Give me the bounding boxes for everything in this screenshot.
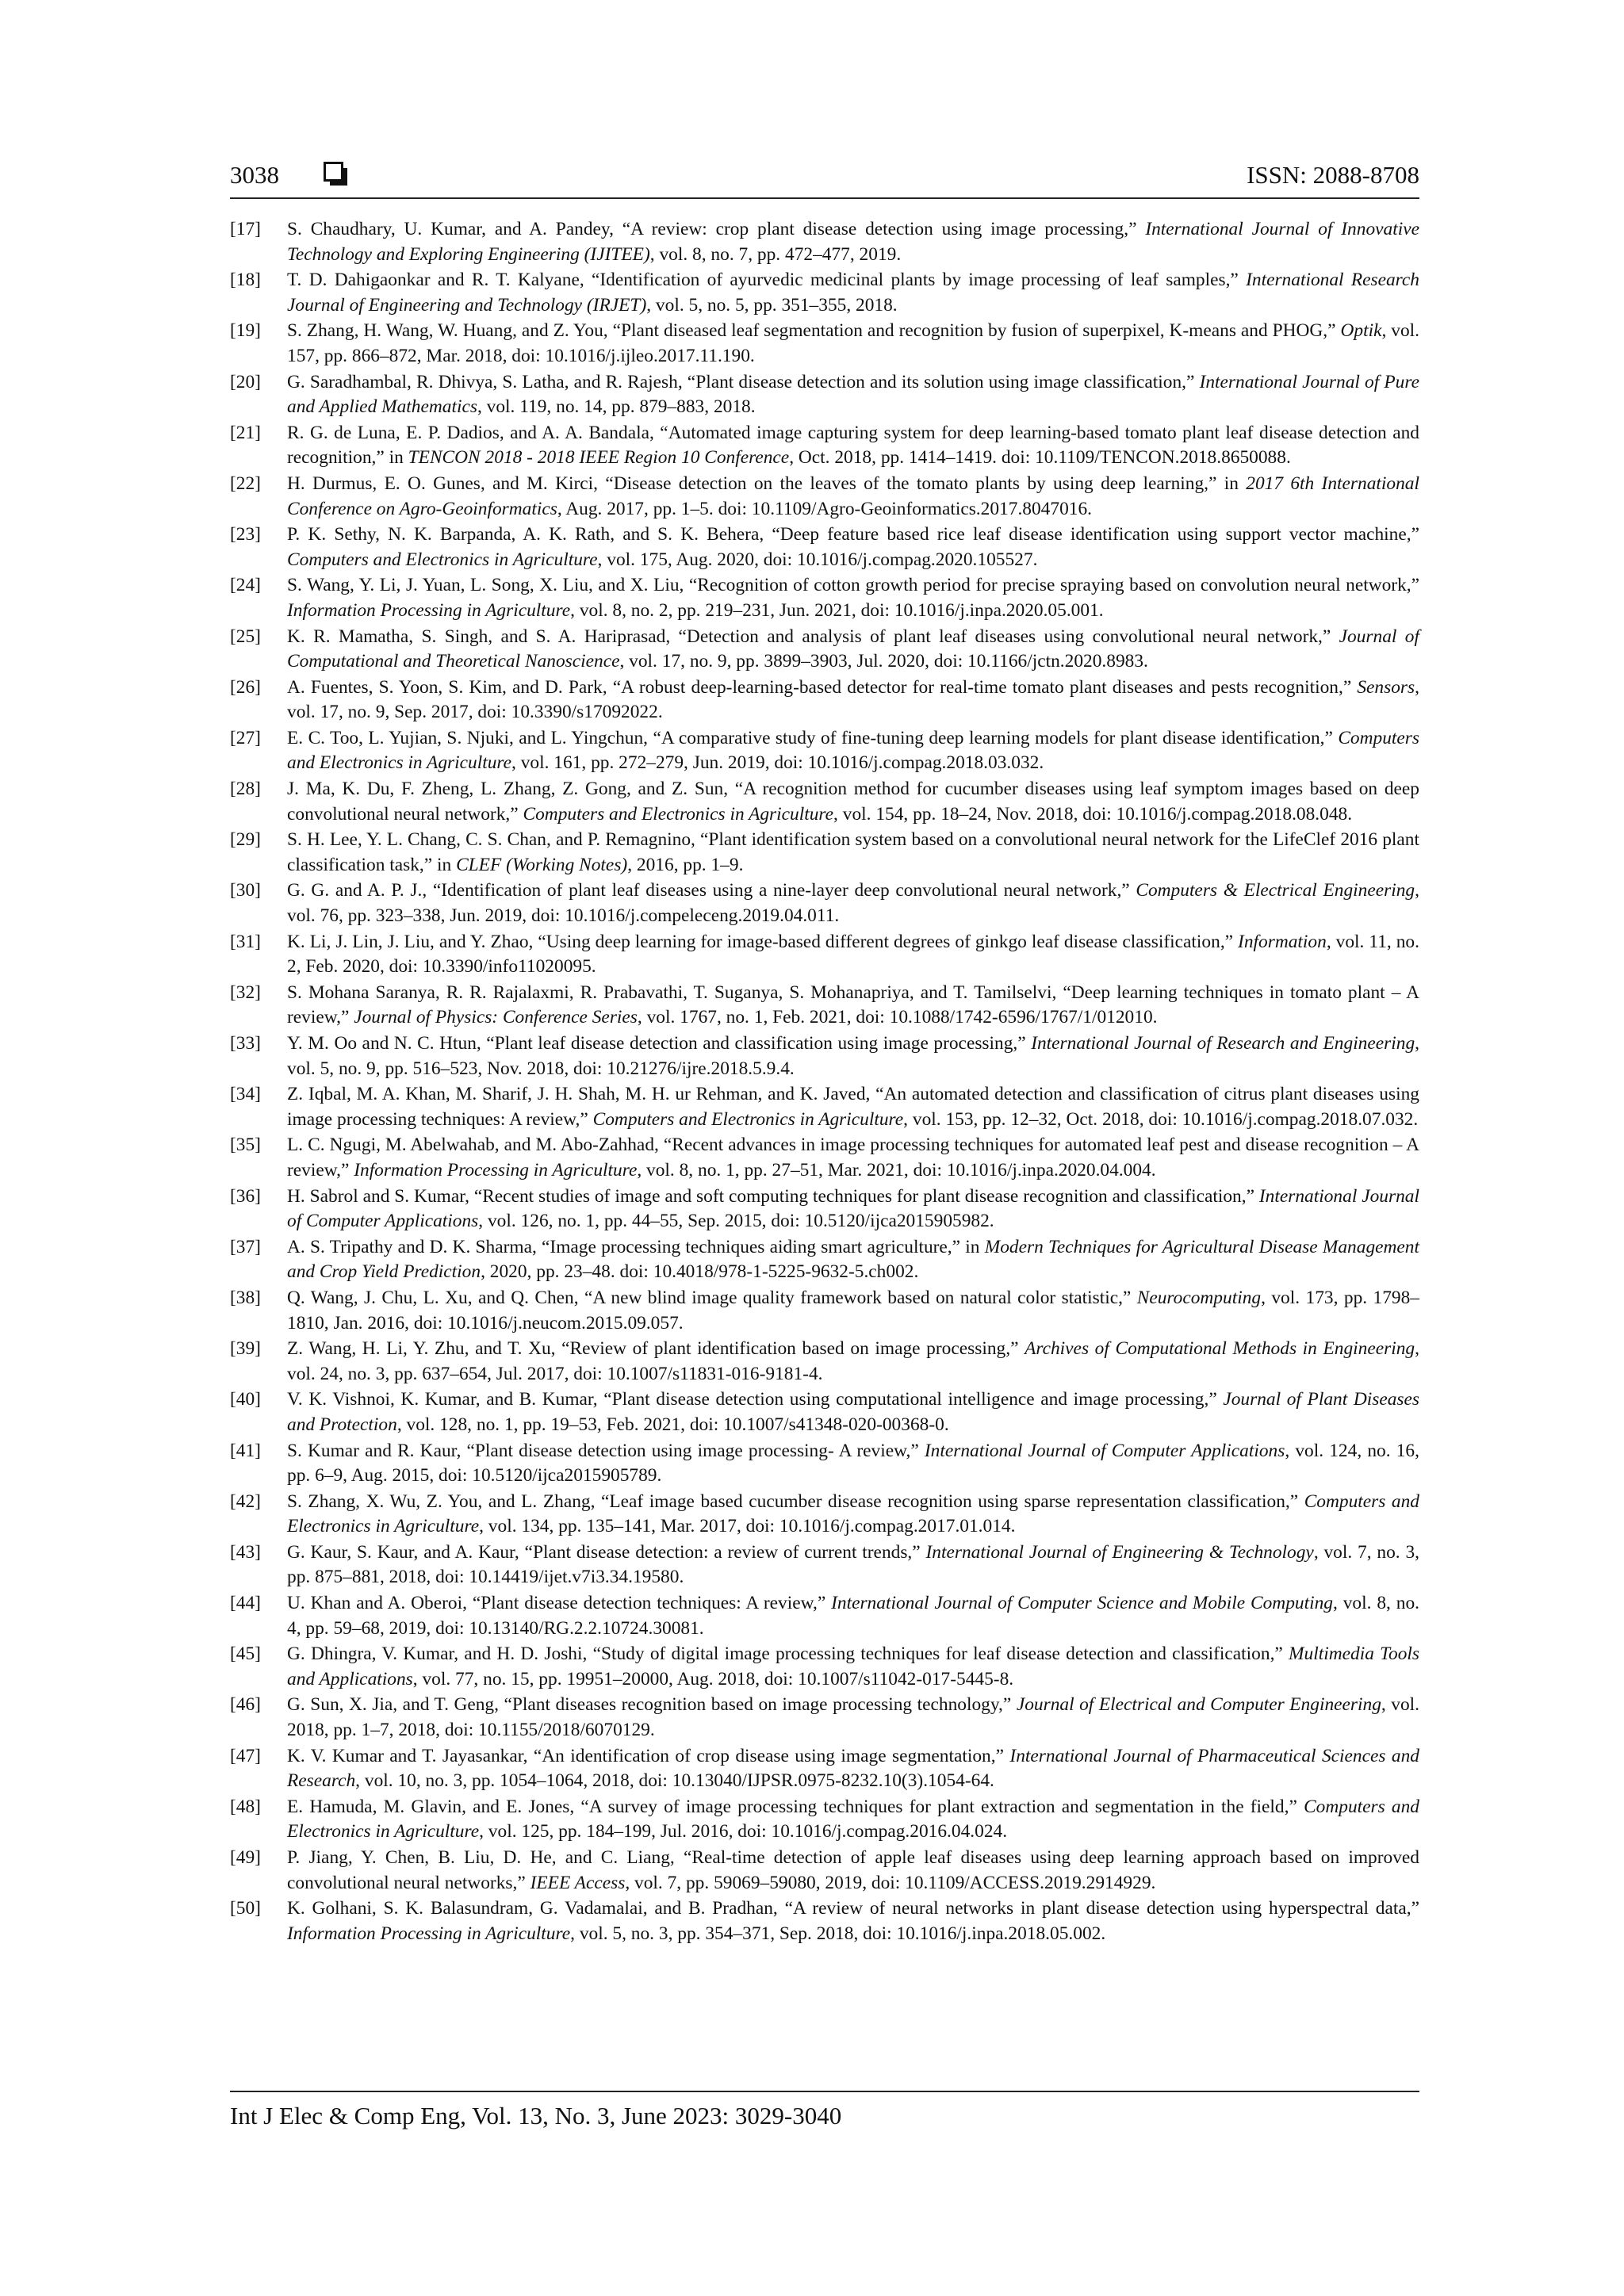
reference-text <box>287 930 1419 980</box>
reference-segment: P. K. Sethy, N. K. Barpanda, A. K. Rath, and S. K. Behera, “Deep feature based rice leaf disease identification using support vector machine,” <box>287 524 1419 545</box>
reference-segment: , vol. 5, no. 3, pp. 354–371, Sep. 2018, doi: 10.1016/j.inpa.2018.05.002. <box>570 1923 1106 1944</box>
reference-item <box>230 1795 1419 1845</box>
reference-venue: Computers and Electronics in Agriculture <box>592 1108 904 1130</box>
reference-number: [31] <box>230 931 261 952</box>
reference-segment: G. G. and A. P. J., “Identification of plant leaf diseases using a nine-layer deep convolutional neural network,” <box>287 880 1136 901</box>
reference-text <box>287 370 1419 420</box>
reference-segment: E. C. Too, L. Yujian, S. Njuki, and L. Yingchun, “A comparative study of fine-tuning deep learning models for plant disease identification,” <box>287 727 1339 748</box>
reference-item <box>230 1387 1419 1437</box>
reference-venue: International Journal of Engineering & Technology <box>925 1541 1314 1563</box>
reference-item <box>230 1846 1419 1896</box>
reference-text <box>287 726 1419 776</box>
reference-segment: P. Jiang, Y. Chen, B. Liu, D. He, and C. Liang, “Real-time detection of apple leaf diseases using deep learning approach based on improved convolutional neural networks,” <box>287 1847 1419 1893</box>
reference-segment: , vol. 17, no. 9, pp. 3899–3903, Jul. 2020, doi: 10.1166/jctn.2020.8983. <box>619 651 1148 672</box>
reference-segment: H. Sabrol and S. Kumar, “Recent studies of image and soft computing techniques for plant disease recognition and classification,” <box>287 1185 1259 1207</box>
reference-segment: Y. M. Oo and N. C. Htun, “Plant leaf disease detection and classification using image processing,” <box>287 1033 1032 1054</box>
reference-segment: K. Li, J. Lin, J. Liu, and Y. Zhao, “Using deep learning for image-based different degrees of ginkgo leaf disease classification,” <box>287 931 1239 952</box>
reference-segment: , Aug. 2017, pp. 1–5. doi: 10.1109/Agro-Geoinformatics.2017.8047016. <box>557 498 1093 519</box>
reference-text <box>287 828 1419 878</box>
reference-segment: , vol. 76, pp. 323–338, Jun. 2019, doi: 10.1016/j.compeleceng.2019.04.011. <box>287 880 1419 927</box>
reference-item <box>230 319 1419 369</box>
reference-segment: , vol. 175, Aug. 2020, doi: 10.1016/j.compag.2020.105527. <box>597 549 1038 570</box>
reference-segment: , vol. 154, pp. 18–24, Nov. 2018, doi: 10.1016/j.compag.2018.08.048. <box>833 803 1353 825</box>
reference-venue: International Journal of Innovative Technology and Exploring Engineering (IJITEE) <box>287 219 1419 265</box>
square-icon <box>324 162 343 182</box>
reference-segment: , vol. 119, no. 14, pp. 879–883, 2018. <box>477 396 756 418</box>
page-header <box>230 153 1419 199</box>
reference-number: [25] <box>230 626 261 647</box>
reference-number: [39] <box>230 1338 261 1360</box>
reference-number: [29] <box>230 829 261 851</box>
reference-text <box>287 1896 1419 1946</box>
reference-segment: E. Hamuda, M. Glavin, and E. Jones, “A survey of image processing techniques for plant extraction and segmentation in the field,” <box>287 1796 1304 1817</box>
reference-number: [24] <box>230 575 261 596</box>
reference-venue: International Journal of Computer Applications <box>287 1185 1419 1232</box>
reference-segment: Q. Wang, J. Chu, L. Xu, and Q. Chen, “A new blind image quality framework based on natural color statistic,” <box>287 1287 1137 1308</box>
reference-segment: V. K. Vishnoi, K. Kumar, and B. Kumar, “Plant disease detection using computational intelligence and image processing,” <box>287 1389 1224 1410</box>
reference-segment: G. Kaur, S. Kaur, and A. Kaur, “Plant disease detection: a review of current trends,” <box>287 1541 926 1563</box>
reference-venue: Journal of Physics: Conference Series <box>354 1007 638 1028</box>
reference-text <box>287 981 1419 1031</box>
reference-item <box>230 777 1419 827</box>
reference-venue: International Journal of Computer Science and Mobile Computing <box>831 1593 1333 1614</box>
page-footer <box>230 2091 1419 2133</box>
reference-number: [48] <box>230 1796 261 1817</box>
reference-item <box>230 268 1419 318</box>
reference-item <box>230 1031 1419 1081</box>
reference-text <box>287 1540 1419 1590</box>
reference-segment: , vol. 2018, pp. 1–7, 2018, doi: 10.1155/2018/6070129. <box>287 1694 1420 1741</box>
reference-number: [44] <box>230 1593 261 1614</box>
reference-venue: Information Processing in Agriculture <box>287 1923 571 1944</box>
reference-item <box>230 675 1419 725</box>
reference-segment: H. Durmus, E. O. Gunes, and M. Kirci, “Disease detection on the leaves of the tomato plants by using deep learning,” in <box>287 473 1247 494</box>
reference-segment: R. G. de Luna, E. P. Dadios, and A. A. Bandala, “Automated image capturing system for deep learning-based tomato plant leaf disease detection and recognition,” in <box>287 422 1419 469</box>
reference-segment: , vol. 134, pp. 135–141, Mar. 2017, doi: 10.1016/j.compag.2017.01.014. <box>479 1516 1016 1537</box>
reference-number: [49] <box>230 1847 261 1868</box>
reference-segment: , vol. 8, no. 1, pp. 27–51, Mar. 2021, doi: 10.1016/j.inpa.2020.04.004. <box>637 1159 1156 1181</box>
reference-segment: S. Mohana Saranya, R. R. Rajalaxmi, R. Prabavathi, T. Suganya, S. Mohanapriya, and T. Tamilselvi, “Deep learning techniques in tomato plant – A review,” <box>287 982 1419 1028</box>
reference-number: [43] <box>230 1541 261 1563</box>
reference-venue: Computers and Electronics in Agriculture <box>287 1796 1420 1843</box>
reference-segment: , Oct. 2018, pp. 1414–1419. doi: 10.1109/TENCON.2018.8650088. <box>789 447 1291 469</box>
reference-number: [21] <box>230 422 261 443</box>
reference-item <box>230 1439 1419 1489</box>
reference-item <box>230 1591 1419 1641</box>
reference-number: [32] <box>230 982 261 1003</box>
reference-text <box>287 319 1419 369</box>
reference-segment: L. C. Ngugi, M. Abelwahab, and M. Abo-Zahhad, “Recent advances in image processing techniques for automated leaf pest and disease recognition – A review,” <box>287 1135 1419 1181</box>
reference-venue: CLEF (Working Notes) <box>456 854 628 875</box>
reference-segment: S. Wang, Y. Li, J. Yuan, L. Song, X. Liu, and X. Liu, “Recognition of cotton growth period for precise spraying based on convolution neural network,” <box>287 575 1419 596</box>
reference-item <box>230 1286 1419 1336</box>
reference-venue: Archives of Computational Methods in Engineering <box>1025 1338 1415 1360</box>
reference-number: [27] <box>230 727 261 748</box>
reference-segment: K. R. Mamatha, S. Singh, and S. A. Hariprasad, “Detection and analysis of plant leaf diseases using convolutional neural network,” <box>287 626 1339 647</box>
issn-label: ISSN: 2088-8708 <box>1247 161 1419 189</box>
reference-segment: , vol. 8, no. 4, pp. 59–68, 2019, doi: 10.13140/RG.2.2.10724.30081. <box>287 1593 1420 1639</box>
reference-item <box>230 217 1419 267</box>
reference-number: [23] <box>230 524 261 545</box>
reference-segment: , vol. 24, no. 3, pp. 637–654, Jul. 2017, doi: 10.1007/s11831-016-9181-4. <box>287 1338 1419 1384</box>
reference-text <box>287 777 1419 827</box>
reference-item <box>230 878 1419 928</box>
reference-text <box>287 1744 1419 1794</box>
reference-segment: , vol. 126, no. 1, pp. 44–55, Sep. 2015, doi: 10.5120/ijca2015905982. <box>478 1211 994 1232</box>
reference-text <box>287 1031 1419 1081</box>
reference-segment: , vol. 8, no. 7, pp. 472–477, 2019. <box>649 243 902 265</box>
reference-segment: S. Chaudhary, U. Kumar, and A. Pandey, “A review: crop plant disease detection using image processing,” <box>287 219 1146 239</box>
reference-venue: International Research Journal of Engineering and Technology (IRJET) <box>287 270 1419 316</box>
reference-item <box>230 1235 1419 1285</box>
reference-text <box>287 1235 1419 1285</box>
reference-item <box>230 1337 1419 1387</box>
reference-item <box>230 1693 1419 1743</box>
reference-item <box>230 1184 1419 1234</box>
reference-segment: , vol. 125, pp. 184–199, Jul. 2016, doi: 10.1016/j.compag.2016.04.024. <box>479 1821 1008 1843</box>
reference-venue: Computers and Electronics in Agriculture <box>287 549 598 570</box>
reference-text <box>287 1490 1419 1540</box>
reference-segment: , vol. 77, no. 15, pp. 19951–20000, Aug. 2018, doi: 10.1007/s11042-017-5445-8. <box>412 1668 1014 1689</box>
reference-number: [28] <box>230 779 261 800</box>
reference-number: [35] <box>230 1135 261 1156</box>
reference-segment: , 2016, pp. 1–9. <box>627 854 744 875</box>
reference-venue: Optik <box>1340 320 1382 342</box>
reference-text <box>287 1184 1419 1234</box>
reference-segment: , vol. 10, no. 3, pp. 1054–1064, 2018, doi: 10.13040/IJPSR.0975-8232.10(3).1054-64. <box>355 1770 994 1792</box>
reference-venue: Computers & Electrical Engineering <box>1136 880 1415 901</box>
reference-item <box>230 930 1419 980</box>
reference-venue: TENCON 2018 - 2018 IEEE Region 10 Conference <box>408 447 790 469</box>
reference-segment: J. Ma, K. Du, F. Zheng, L. Zhang, Z. Gong, and Z. Sun, “A recognition method for cucumber diseases using leaf symptom images based on deep convolutional neural network,” <box>287 779 1419 825</box>
reference-segment: , vol. 173, pp. 1798–1810, Jan. 2016, doi: 10.1016/j.neucom.2015.09.057. <box>287 1287 1420 1334</box>
reference-text <box>287 268 1419 318</box>
reference-segment: , vol. 5, no. 5, pp. 351–355, 2018. <box>646 294 898 316</box>
reference-segment: , vol. 153, pp. 12–32, Oct. 2018, doi: 10.1016/j.compag.2018.07.032. <box>903 1108 1419 1130</box>
reference-number: [36] <box>230 1185 261 1207</box>
reference-item <box>230 370 1419 420</box>
reference-segment: S. H. Lee, Y. L. Chang, C. S. Chan, and P. Remagnino, “Plant identification system based on a convolutional neural network for the LifeClef 2016 plant classification task,” in <box>287 829 1419 875</box>
reference-venue: Computers and Electronics in Agriculture <box>523 803 834 825</box>
reference-venue: Information Processing in Agriculture <box>354 1159 638 1181</box>
reference-venue: International Journal of Pharmaceutical Sciences and Research <box>287 1745 1419 1792</box>
reference-segment: , vol. 7, no. 3, pp. 875–881, 2018, doi: 10.14419/ijet.v7i3.34.19580. <box>287 1541 1420 1588</box>
reference-segment: S. Kumar and R. Kaur, “Plant disease detection using image processing- A review,” <box>287 1440 925 1461</box>
reference-text <box>287 573 1419 623</box>
reference-text <box>287 1591 1419 1641</box>
reference-segment: A. Fuentes, S. Yoon, S. Kim, and D. Park, “A robust deep-learning-based detector for real-time tomato plant diseases and pests recognition,” <box>287 676 1358 698</box>
reference-item <box>230 1642 1419 1692</box>
reference-number: [40] <box>230 1389 261 1410</box>
reference-text <box>287 1846 1419 1896</box>
reference-segment: , 2020, pp. 23–48. doi: 10.4018/978-1-5225-9632-5.ch002. <box>481 1261 919 1283</box>
reference-text <box>287 217 1419 267</box>
reference-segment: , vol. 11, no. 2, Feb. 2020, doi: 10.3390/info11020095. <box>287 931 1419 978</box>
reference-segment: Z. Wang, H. Li, Y. Zhu, and T. Xu, “Review of plant identification based on image processing,” <box>287 1338 1025 1360</box>
reference-segment: K. Golhani, S. K. Balasundram, G. Vadamalai, and B. Pradhan, “A review of neural networks in plant disease detection using hyperspectral data,” <box>287 1898 1419 1919</box>
reference-item <box>230 1082 1419 1132</box>
reference-segment: , vol. 157, pp. 866–872, Mar. 2018, doi: 10.1016/j.ijleo.2017.11.190. <box>287 320 1420 366</box>
reference-segment: G. Dhingra, V. Kumar, and H. D. Joshi, “Study of digital image processing techniques for leaf disease detection and classification,” <box>287 1644 1289 1665</box>
reference-item <box>230 1896 1419 1946</box>
reference-number: [26] <box>230 676 261 698</box>
reference-venue: Computers and Electronics in Agriculture <box>287 1490 1419 1537</box>
reference-number: [46] <box>230 1694 261 1716</box>
reference-segment: , vol. 1767, no. 1, Feb. 2021, doi: 10.1088/1742-6596/1767/1/012010. <box>637 1007 1158 1028</box>
reference-venue: International Journal of Computer Applications <box>924 1440 1285 1461</box>
reference-segment: , vol. 124, no. 16, pp. 6–9, Aug. 2015, doi: 10.5120/ijca2015905789. <box>287 1440 1419 1487</box>
reference-venue: Information Processing in Agriculture <box>287 599 571 621</box>
reference-item <box>230 1540 1419 1590</box>
reference-item <box>230 726 1419 776</box>
reference-venue: 2017 6th International Conference on Agro-Geoinformatics <box>287 473 1419 519</box>
reference-text <box>287 1133 1419 1183</box>
reference-item <box>230 828 1419 878</box>
reference-segment: S. Zhang, H. Wang, W. Huang, and Z. You, “Plant diseased leaf segmentation and recognition by fusion of superpixel, K-means and PHOG,” <box>287 320 1341 342</box>
reference-text <box>287 1642 1419 1692</box>
reference-number: [47] <box>230 1745 261 1766</box>
reference-item <box>230 522 1419 572</box>
reference-list <box>230 217 1419 1947</box>
reference-number: [37] <box>230 1236 261 1257</box>
reference-text <box>287 1337 1419 1387</box>
reference-number: [22] <box>230 473 261 494</box>
reference-item <box>230 625 1419 675</box>
reference-segment: K. V. Kumar and T. Jayasankar, “An identification of crop disease using image segmentation,” <box>287 1745 1010 1766</box>
reference-venue: Modern Techniques for Agricultural Disease Management and Crop Yield Prediction <box>287 1236 1419 1283</box>
reference-text <box>287 1795 1419 1845</box>
reference-venue: Neurocomputing <box>1136 1287 1262 1308</box>
reference-venue: Computers and Electronics in Agriculture <box>287 727 1419 774</box>
reference-segment: G. Saradhambal, R. Dhivya, S. Latha, and R. Rajesh, “Plant disease detection and its solution using image classification,” <box>287 371 1200 392</box>
reference-segment: , vol. 5, no. 9, pp. 516–523, Nov. 2018, doi: 10.21276/ijre.2018.5.9.4. <box>287 1033 1419 1079</box>
reference-text <box>287 472 1419 522</box>
reference-item <box>230 1490 1419 1540</box>
reference-text <box>287 1286 1419 1336</box>
reference-item <box>230 472 1419 522</box>
reference-text <box>287 522 1419 572</box>
reference-text <box>287 878 1419 928</box>
reference-item <box>230 1133 1419 1183</box>
reference-segment: U. Khan and A. Oberoi, “Plant disease detection techniques: A review,” <box>287 1593 832 1614</box>
reference-text <box>287 1693 1419 1743</box>
reference-number: [50] <box>230 1898 261 1919</box>
reference-segment: G. Sun, X. Jia, and T. Geng, “Plant diseases recognition based on image processing technology,” <box>287 1694 1017 1716</box>
reference-item <box>230 573 1419 623</box>
reference-text <box>287 1387 1419 1437</box>
reference-number: [42] <box>230 1490 261 1512</box>
reference-segment: S. Zhang, X. Wu, Z. You, and L. Zhang, “Leaf image based cucumber disease recognition using sparse representation classification,” <box>287 1490 1304 1512</box>
reference-number: [34] <box>230 1084 261 1105</box>
reference-venue: International Journal of Research and Engineering <box>1031 1033 1415 1054</box>
reference-text <box>287 1439 1419 1489</box>
reference-item <box>230 981 1419 1031</box>
reference-number: [20] <box>230 371 261 392</box>
reference-text <box>287 1082 1419 1132</box>
reference-segment: T. D. Dahigaonkar and R. T. Kalyane, “Identification of ayurvedic medicinal plants by image processing of leaf samples,” <box>287 270 1247 291</box>
reference-number: [33] <box>230 1033 261 1054</box>
reference-number: [17] <box>230 219 261 239</box>
reference-number: [30] <box>230 880 261 901</box>
reference-venue: Journal of Plant Diseases and Protection <box>287 1389 1419 1435</box>
reference-venue: Sensors <box>1357 676 1415 698</box>
page-number: 3038 <box>230 161 279 189</box>
reference-item <box>230 421 1419 471</box>
reference-segment: , vol. 17, no. 9, Sep. 2017, doi: 10.3390/s17092022. <box>287 676 1419 723</box>
reference-text <box>287 421 1419 471</box>
reference-number: [45] <box>230 1644 261 1665</box>
reference-segment: , vol. 128, no. 1, pp. 19–53, Feb. 2021, doi: 10.1007/s41348-020-00368-0. <box>396 1414 949 1435</box>
reference-segment: Z. Iqbal, M. A. Khan, M. Sharif, J. H. Shah, M. H. ur Rehman, and K. Javed, “An automated detection and classification of citrus plant diseases using image processing techniques: A review,” <box>287 1084 1419 1130</box>
reference-segment: , vol. 161, pp. 272–279, Jun. 2019, doi: 10.1016/j.compag.2018.03.032. <box>511 752 1044 774</box>
reference-venue: Journal of Electrical and Computer Engineering <box>1016 1694 1381 1716</box>
reference-text <box>287 625 1419 675</box>
reference-venue: Multimedia Tools and Applications <box>287 1644 1419 1689</box>
reference-text <box>287 675 1419 725</box>
reference-number: [18] <box>230 270 261 291</box>
reference-number: [19] <box>230 320 261 342</box>
reference-segment: , vol. 7, pp. 59069–59080, 2019, doi: 10.1109/ACCESS.2019.2914929. <box>625 1872 1156 1893</box>
reference-venue: IEEE Access <box>530 1872 626 1893</box>
reference-venue: Information <box>1238 931 1327 952</box>
reference-venue: Journal of Computational and Theoretical Nanoscience <box>287 626 1419 672</box>
reference-segment: , vol. 8, no. 2, pp. 219–231, Jun. 2021, doi: 10.1016/j.inpa.2020.05.001. <box>570 599 1104 621</box>
reference-venue: International Journal of Pure and Applied Mathematics <box>287 371 1419 418</box>
reference-segment: A. S. Tripathy and D. K. Sharma, “Image processing techniques aiding smart agriculture,” in <box>287 1236 985 1257</box>
reference-number: [38] <box>230 1287 261 1308</box>
reference-item <box>230 1744 1419 1794</box>
reference-number: [41] <box>230 1440 261 1461</box>
journal-citation: Int J Elec & Comp Eng, Vol. 13, No. 3, June 2023: 3029-3040 <box>230 2102 842 2130</box>
